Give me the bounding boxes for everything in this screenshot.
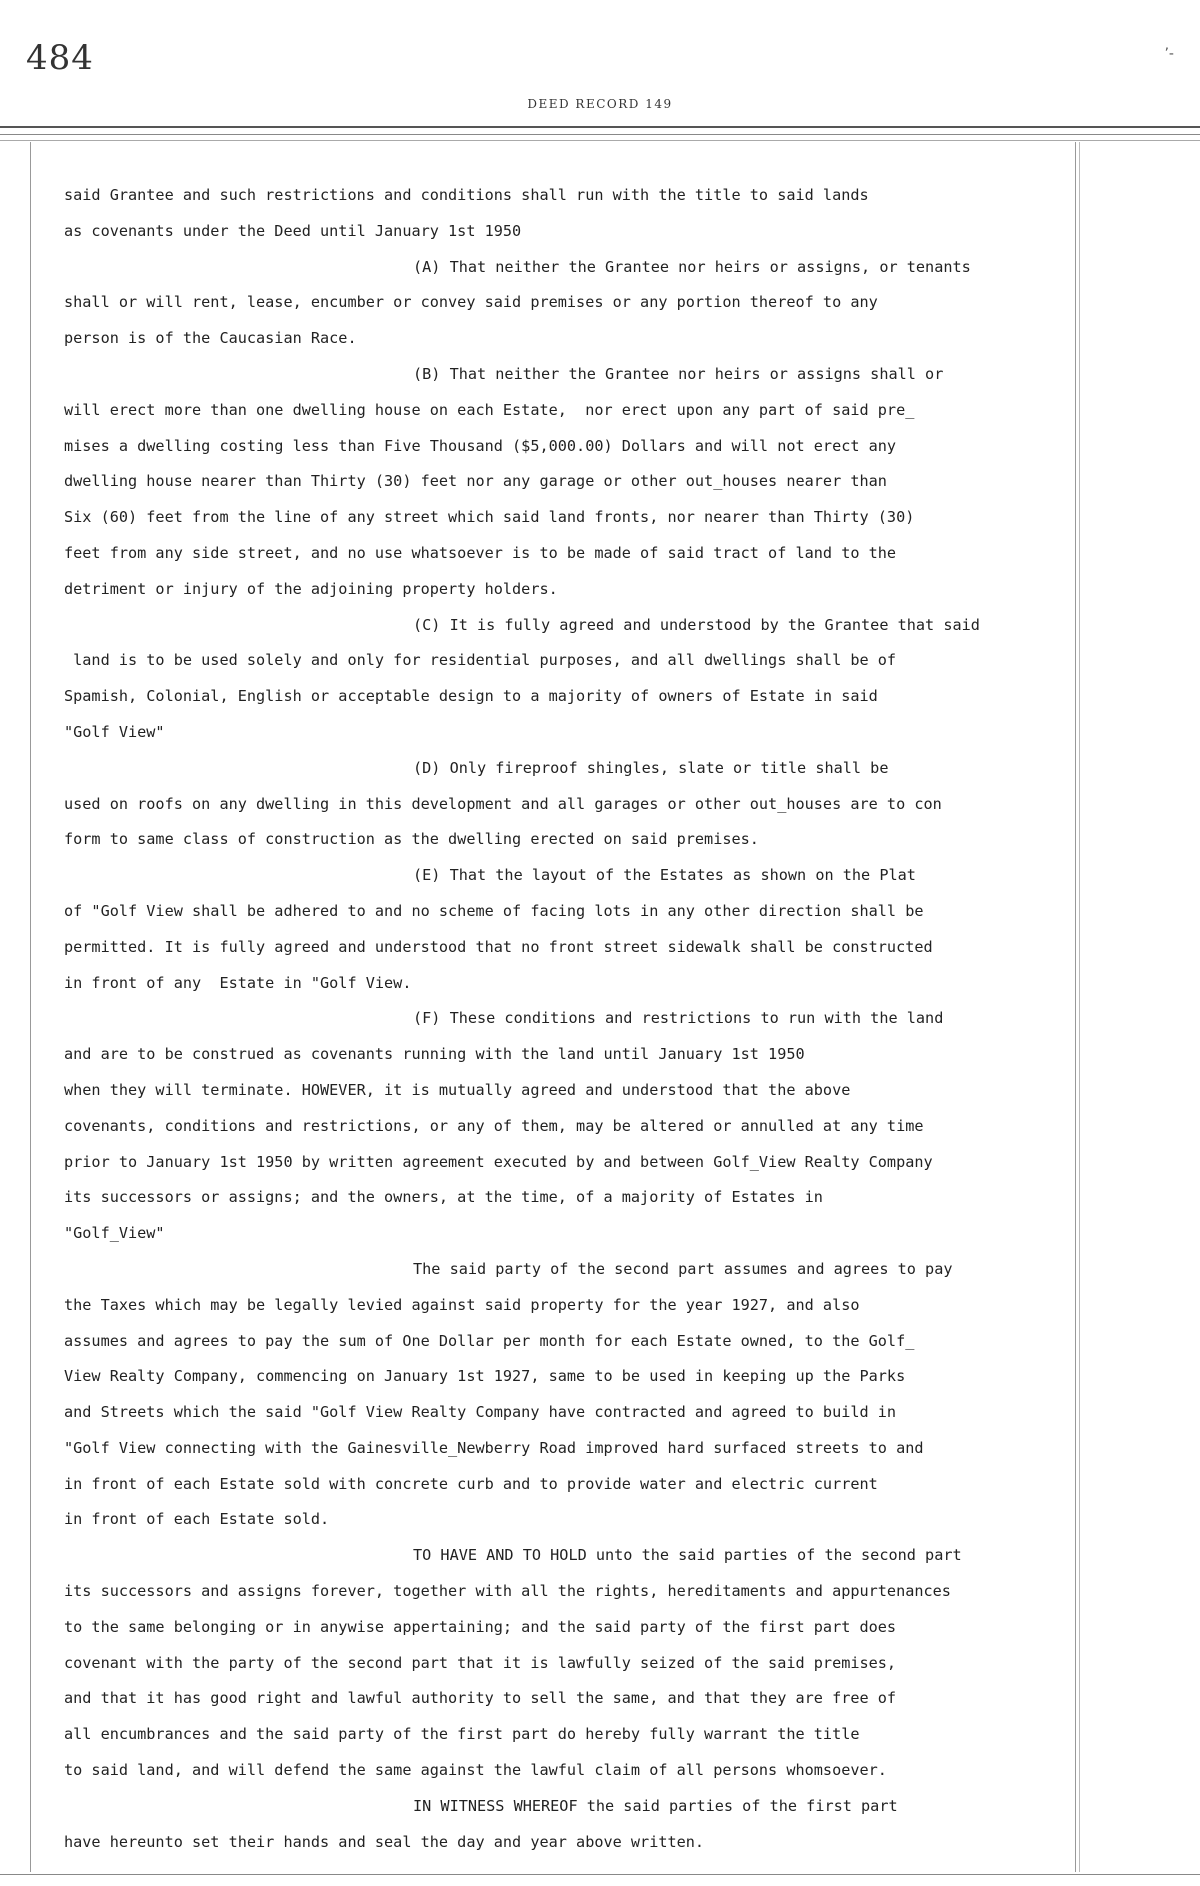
text-line: in front of each Estate sold. [64, 1510, 330, 1529]
text-line: land is to be used solely and only for residential purposes, and all dwellings shall be of [64, 651, 897, 670]
text-line: covenant with the party of the second part that it is lawfully seized of the said premises, [64, 1653, 897, 1672]
text-line: permitted. It is fully agreed and understood that no front street sidewalk shall be constructed [64, 937, 933, 956]
paragraph-start-line: (E) That the layout of the Estates as shown on the Plat [413, 866, 916, 885]
text-line: mises a dwelling costing less than Five Thousand ($5,000.00) Dollars and will not erect any [64, 436, 897, 455]
text-line: prior to January 1st 1950 by written agreement executed by and between Golf_View Realty Company [64, 1152, 933, 1171]
text-line: person is of the Caucasian Race. [64, 329, 357, 348]
corner-mark: ’- [1164, 46, 1174, 62]
paragraph-start-line: (B) That neither the Grantee nor heirs or assigns shall or [413, 364, 944, 383]
text-line: when they will terminate. HOWEVER, it is mutually agreed and understood that the above [64, 1080, 851, 1099]
header-rule [0, 126, 1200, 128]
paragraph-start-line: TO HAVE AND TO HOLD unto the said parties of the second part [413, 1546, 962, 1565]
text-line: of "Golf View shall be adhered to and no scheme of facing lots in any other direction shall be [64, 901, 924, 920]
text-line: covenants, conditions and restrictions, or any of them, may be altered or annulled at any time [64, 1116, 924, 1135]
text-line: View Realty Company, commencing on January 1st 1927, same to be used in keeping up the Parks [64, 1367, 906, 1386]
text-line: "Golf_View" [64, 1224, 165, 1243]
left-margin-line [30, 142, 31, 1872]
text-line: form to same class of construction as the dwelling erected on said premises. [64, 830, 759, 849]
header-rule-thin [0, 134, 1200, 135]
paragraph-start-line: IN WITNESS WHEREOF the said parties of the first part [413, 1796, 898, 1815]
text-line: detriment or injury of the adjoining property holders. [64, 579, 558, 598]
page-number: 484 [26, 38, 94, 78]
text-line: the Taxes which may be legally levied against said property for the year 1927, and also [64, 1295, 860, 1314]
text-line: and that it has good right and lawful authority to sell the same, and that they are free of [64, 1689, 897, 1708]
text-line: and are to be construed as covenants running with the land until January 1st 1950 [64, 1045, 805, 1064]
text-line: in front of any Estate in "Golf View. [64, 973, 412, 992]
text-line: have hereunto set their hands and seal the day and year above written. [64, 1832, 705, 1851]
text-line: will erect more than one dwelling house on each Estate, nor erect upon any part of said pre_ [64, 400, 915, 419]
text-line: to the same belonging or in anywise appertaining; and the said party of the first part does [64, 1617, 897, 1636]
bottom-rule [0, 1874, 1200, 1875]
text-line: dwelling house nearer than Thirty (30) feet nor any garage or other out_houses nearer than [64, 472, 887, 491]
text-line: shall or will rent, lease, encumber or convey said premises or any portion thereof to any [64, 293, 878, 312]
text-line: all encumbrances and the said party of the first part do hereby fully warrant the title [64, 1725, 860, 1744]
paragraph-start-line: (A) That neither the Grantee nor heirs or assigns, or tenants [413, 257, 971, 276]
paragraph-start-line: (C) It is fully agreed and understood by the Grantee that said [413, 615, 980, 634]
text-line: assumes and agrees to pay the sum of One Dollar per month for each Estate owned, to the Golf_ [64, 1331, 915, 1350]
header-rule-faint [0, 140, 1200, 141]
deed-record-header: DEED RECORD 149 [527, 97, 673, 111]
text-line: Six (60) feet from the line of any street which said land fronts, nor nearer than Thirty (30) [64, 508, 915, 527]
text-line: in front of each Estate sold with concrete curb and to provide water and electric current [64, 1474, 878, 1493]
text-line: as covenants under the Deed until January 1st 1950 [64, 221, 522, 240]
text-line: used on roofs on any dwelling in this development and all garages or other out_houses are to con [64, 794, 942, 813]
text-line: feet from any side street, and no use whatsoever is to be made of said tract of land to the [64, 543, 897, 562]
text-line: its successors or assigns; and the owners, at the time, of a majority of Estates in [64, 1188, 823, 1207]
paragraph-start-line: The said party of the second part assumes and agrees to pay [413, 1259, 953, 1278]
paragraph-start-line: (D) Only fireproof shingles, slate or title shall be [413, 758, 889, 777]
text-line: its successors and assigns forever, together with all the rights, hereditaments and appurtenances [64, 1582, 951, 1601]
text-line: said Grantee and such restrictions and conditions shall run with the title to said lands [64, 186, 869, 204]
text-line: "Golf View" [64, 722, 165, 741]
paragraph-start-line: (F) These conditions and restrictions to run with the land [413, 1009, 944, 1028]
text-line: to said land, and will defend the same against the lawful claim of all persons whomsoever. [64, 1761, 887, 1780]
text-line: "Golf View connecting with the Gainesville_Newberry Road improved hard surfaced streets to and [64, 1438, 924, 1457]
text-line: and Streets which the said "Golf View Realty Company have contracted and agreed to build in [64, 1403, 897, 1422]
deed-body-text [64, 178, 1104, 1860]
text-line: Spamish, Colonial, English or acceptable design to a majority of owners of Estate in said [64, 687, 878, 706]
